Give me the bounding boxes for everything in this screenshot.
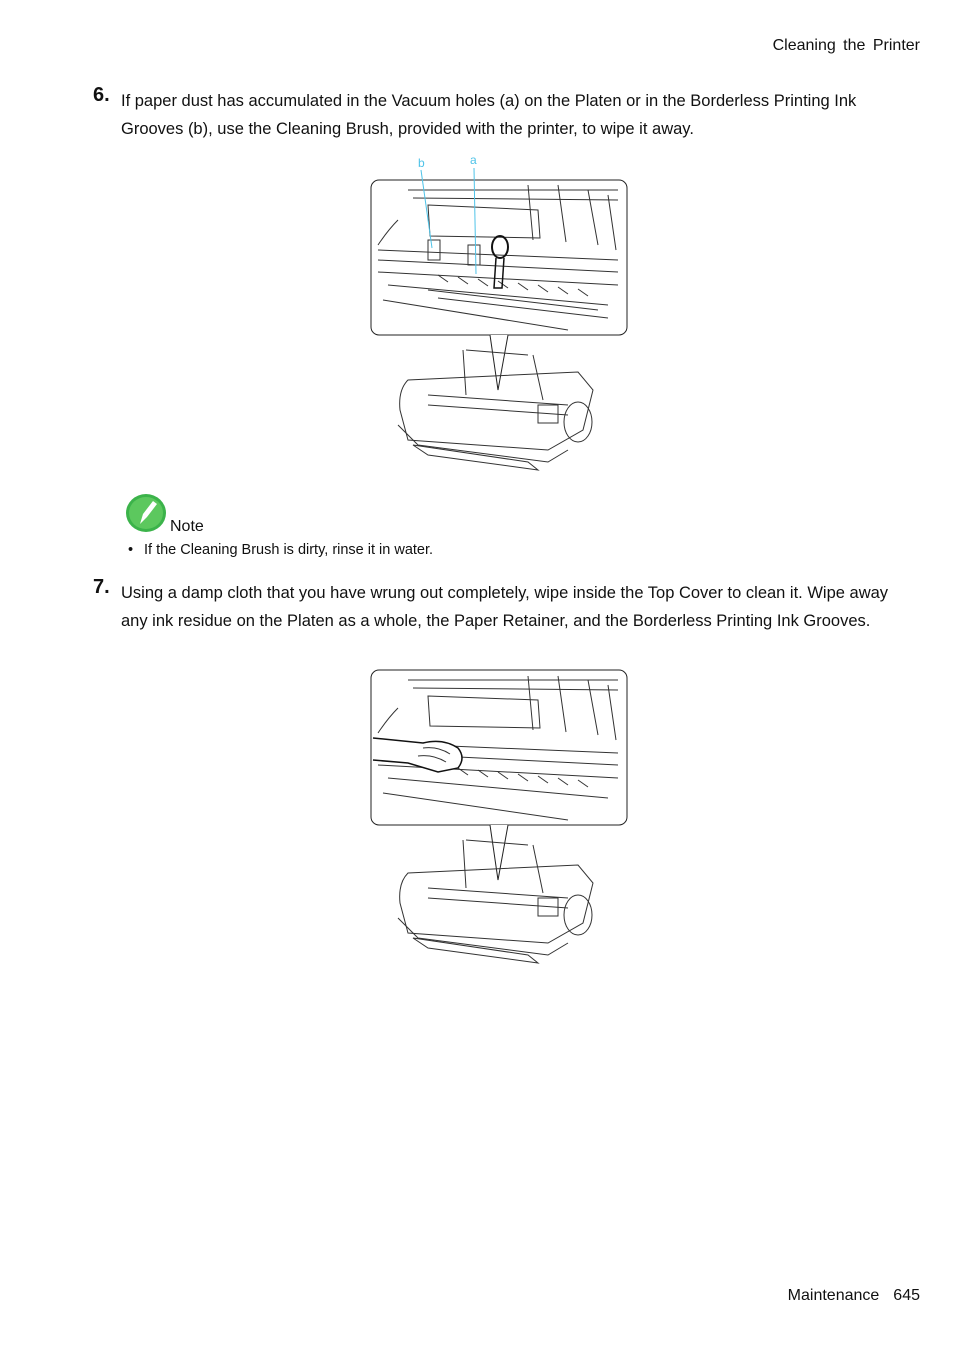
printer-illustration-brush — [368, 150, 630, 485]
step-6 — [93, 84, 893, 143]
callout-label-a: a — [470, 153, 477, 167]
chapter-name: Maintenance — [787, 1287, 880, 1304]
page-header — [773, 37, 920, 55]
printer-illustration-cloth — [368, 668, 630, 980]
note-list — [144, 542, 433, 558]
step-text: Using a damp cloth that you have wrung out completely, wipe inside the Top Cover to clean it. Wipe away any ink residue on the Platen as a whole, the Paper Retainer, and the Borderless Printing Ink Grooves. — [121, 584, 889, 630]
step-7 — [93, 576, 893, 635]
callout-label-b: b — [418, 156, 425, 170]
figure-cloth-wiping — [368, 668, 630, 980]
step-text: If paper dust has accumulated in the Vacuum holes (a) on the Platen or in the Borderless Printing Ink Grooves (b), use the Cleaning Brush, provided with the printer, to wipe it away. — [121, 92, 857, 138]
pencil-note-icon — [124, 492, 168, 534]
step-number: 7. — [93, 576, 110, 598]
note-title: Note — [170, 518, 204, 535]
step-number: 6. — [93, 84, 110, 106]
note-item: • If the Cleaning Brush is dirty, rinse it in water. — [144, 542, 433, 558]
figure-brush-cleaning — [368, 150, 630, 485]
page-number: 645 — [893, 1287, 920, 1304]
section-title: Cleaning the Printer — [772, 37, 920, 54]
page-footer — [788, 1287, 920, 1305]
